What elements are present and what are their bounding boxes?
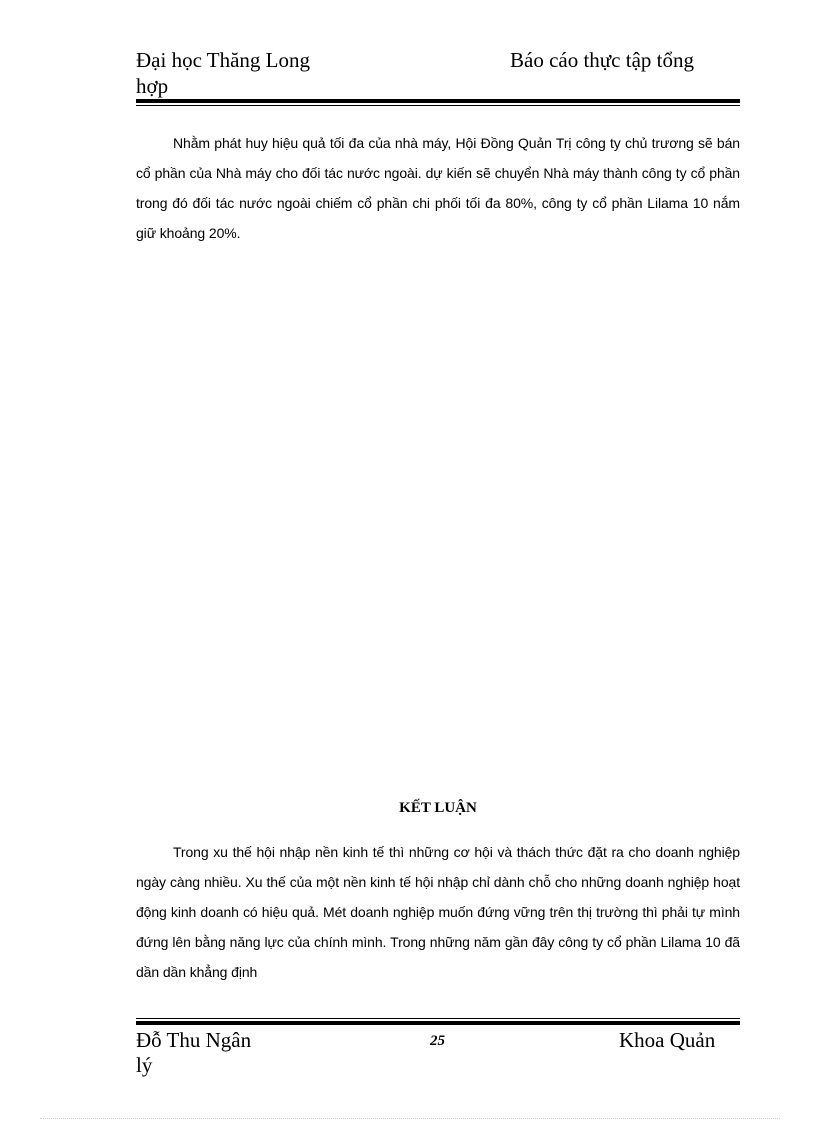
section-heading: KẾT LUẬN (399, 800, 477, 816)
body-paragraph-2: Trong xu thế hội nhập nền kinh tế thì những cơ hội và thách thức đặt ra cho doanh nghiệp ngày càng nhiều. Xu thế của một nền kinh tế hội nhập chỉ dành chỗ cho những doanh nghiệp hoạt động kinh doanh có hiệu quả. Mét doanh nghiệp muốn đứng vững trên thị trường thì phải tự mình đứng lên bằng năng lực của chính mình. Trong những năm gần đây công ty cổ phần Lilama 10 đã dần dần khẳng định (136, 844, 740, 980)
header-report-title-wrap: hợp (136, 74, 169, 98)
footer-department-wrap: lý (136, 1053, 153, 1077)
footer-rule-thin (136, 1018, 740, 1019)
body-paragraph-1: Nhằm phát huy hiệu quả tối đa của nhà máy, Hội Đồng Quản Trị công ty chủ trương sẽ bán cổ phần của Nhà máy cho đối tác nước ngoài. dự kiến sẽ chuyển Nhà máy thành công ty cổ phần trong đó đối tác nước ngoài chiếm cổ phần chi phối tối đa 80%, công ty cổ phần Lilama 10 nắm giữ khoảng 20%. (136, 135, 740, 241)
page-edge-divider (40, 1118, 780, 1119)
header-rule-thick (136, 99, 740, 103)
footer-department: Khoa Quản (619, 1028, 716, 1052)
header-university: Đại học Thăng Long (136, 48, 310, 72)
header-report-title: Báo cáo thực tập tổng (510, 48, 694, 72)
page-number: 25 (430, 1033, 445, 1049)
header-rule-thin (136, 105, 740, 106)
footer-author: Đỗ Thu Ngân (136, 1028, 252, 1052)
footer-rule-thick (136, 1021, 740, 1025)
